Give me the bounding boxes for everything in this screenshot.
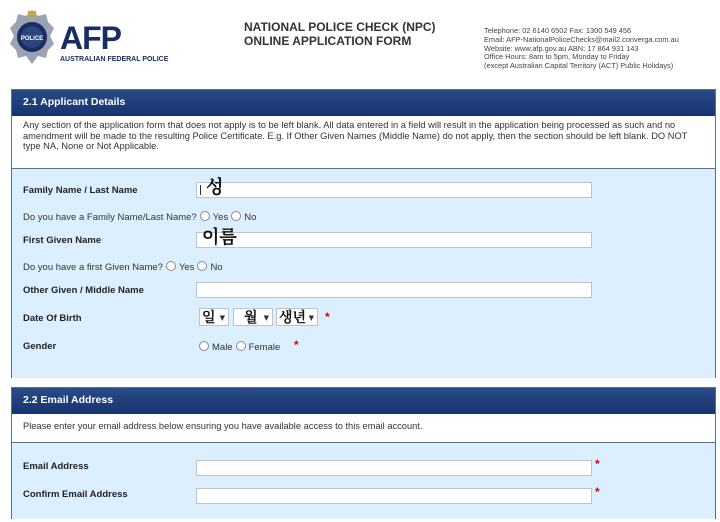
chevron-down-icon: ▼	[308, 314, 314, 322]
first-name-value: 이름	[202, 227, 237, 248]
first-name-no-label: No	[210, 262, 223, 273]
email-required-mark: *	[595, 457, 600, 471]
email-address-section	[11, 387, 716, 519]
contact-holidays: (except Australian Capital Territory (ACT) Public Holidays)	[484, 61, 674, 71]
applicant-details-section	[11, 89, 716, 378]
contact-info	[484, 27, 679, 71]
crest-label: POLICE	[20, 36, 44, 42]
dob-day-select[interactable]	[199, 308, 229, 326]
section-title: 2.2 Email Address	[12, 388, 715, 414]
confirm-email-required-mark: *	[595, 485, 600, 499]
form-title	[244, 20, 436, 48]
email-input[interactable]	[196, 460, 592, 476]
gender-options	[196, 341, 280, 354]
first-name-yes-label: Yes	[178, 262, 195, 273]
family-name-yes-label: Yes	[212, 212, 229, 223]
contact-website: Website: www.afp.gov.au ABN: 17 864 931 143	[484, 43, 639, 53]
confirm-email-label: Confirm Email Address	[23, 489, 128, 500]
first-name-yes-radio[interactable]	[166, 261, 176, 271]
section-title: 2.1 Applicant Details	[12, 90, 715, 116]
family-name-value: 성	[206, 177, 224, 198]
family-name-question-text: Do you have a Family Name/Last Name?	[23, 212, 197, 223]
family-name-question	[23, 211, 256, 224]
email-fields	[12, 442, 715, 519]
form-title-line-1: NATIONAL POLICE CHECK (NPC)	[244, 20, 436, 34]
dob-month-value: 월	[244, 310, 258, 326]
dob-required-mark: *	[325, 310, 330, 324]
gender-male-label: Male	[212, 342, 233, 353]
email-label: Email Address	[23, 461, 89, 472]
family-name-input[interactable]	[196, 182, 592, 198]
section-instructions: Please enter your email address below ensuring you have available access to this email account.	[23, 421, 423, 431]
gender-label: Gender	[23, 341, 57, 352]
contact-email: Email: AFP-NationalPoliceChecks@mail2.converga.com.au	[484, 34, 679, 44]
first-name-input[interactable]	[196, 232, 592, 248]
first-name-question-text: Do you have a first Given Name?	[23, 262, 163, 273]
dob-year-value: 생년	[279, 310, 307, 326]
afp-crest-logo	[8, 8, 56, 66]
dob-day-value: 일	[202, 310, 216, 326]
dob-year-select[interactable]	[276, 308, 318, 326]
first-name-no-radio[interactable]	[197, 261, 207, 271]
dob-month-select[interactable]	[233, 308, 273, 326]
brand-subtitle: AUSTRALIAN FEDERAL POLICE	[60, 56, 169, 63]
chevron-down-icon: ▼	[219, 314, 225, 322]
form-title-line-2: ONLINE APPLICATION FORM	[244, 34, 412, 48]
gender-required-mark: *	[294, 338, 299, 352]
gender-female-label: Female	[248, 342, 281, 353]
gender-female-radio[interactable]	[236, 341, 246, 351]
other-name-label: Other Given / Middle Name	[23, 285, 144, 296]
page-header	[0, 0, 720, 84]
text-cursor	[200, 185, 201, 195]
family-name-label: Family Name / Last Name	[23, 185, 138, 196]
contact-phone: Telephone: 02 6140 6502 Fax: 1300 549 456	[484, 26, 632, 35]
family-name-no-label: No	[244, 212, 257, 223]
confirm-email-input[interactable]	[196, 488, 592, 504]
other-name-input[interactable]	[196, 282, 592, 298]
gender-male-radio[interactable]	[199, 341, 209, 351]
first-name-label: First Given Name	[23, 235, 102, 246]
family-name-no-radio[interactable]	[231, 211, 241, 221]
dob-label: Date Of Birth	[23, 313, 82, 324]
family-name-yes-radio[interactable]	[200, 211, 210, 221]
brand-logo-text: AFP	[60, 20, 121, 56]
section-instructions: Any section of the application form that does not apply is to be left blank. All data entered in a field will result in the application being processed as such and no amendment will be made to the resulting Police Certificate. E.g. If Other Given Names (Middle Name) do not apply, then the section should be left blank. DO NOT type NA, None or Not Applicable.	[23, 120, 688, 151]
chevron-down-icon: ▼	[263, 314, 269, 322]
applicant-fields	[12, 168, 715, 378]
first-name-question	[23, 261, 223, 274]
contact-hours: Office Hours: 8am to 5pm, Monday to Friday	[484, 52, 630, 62]
